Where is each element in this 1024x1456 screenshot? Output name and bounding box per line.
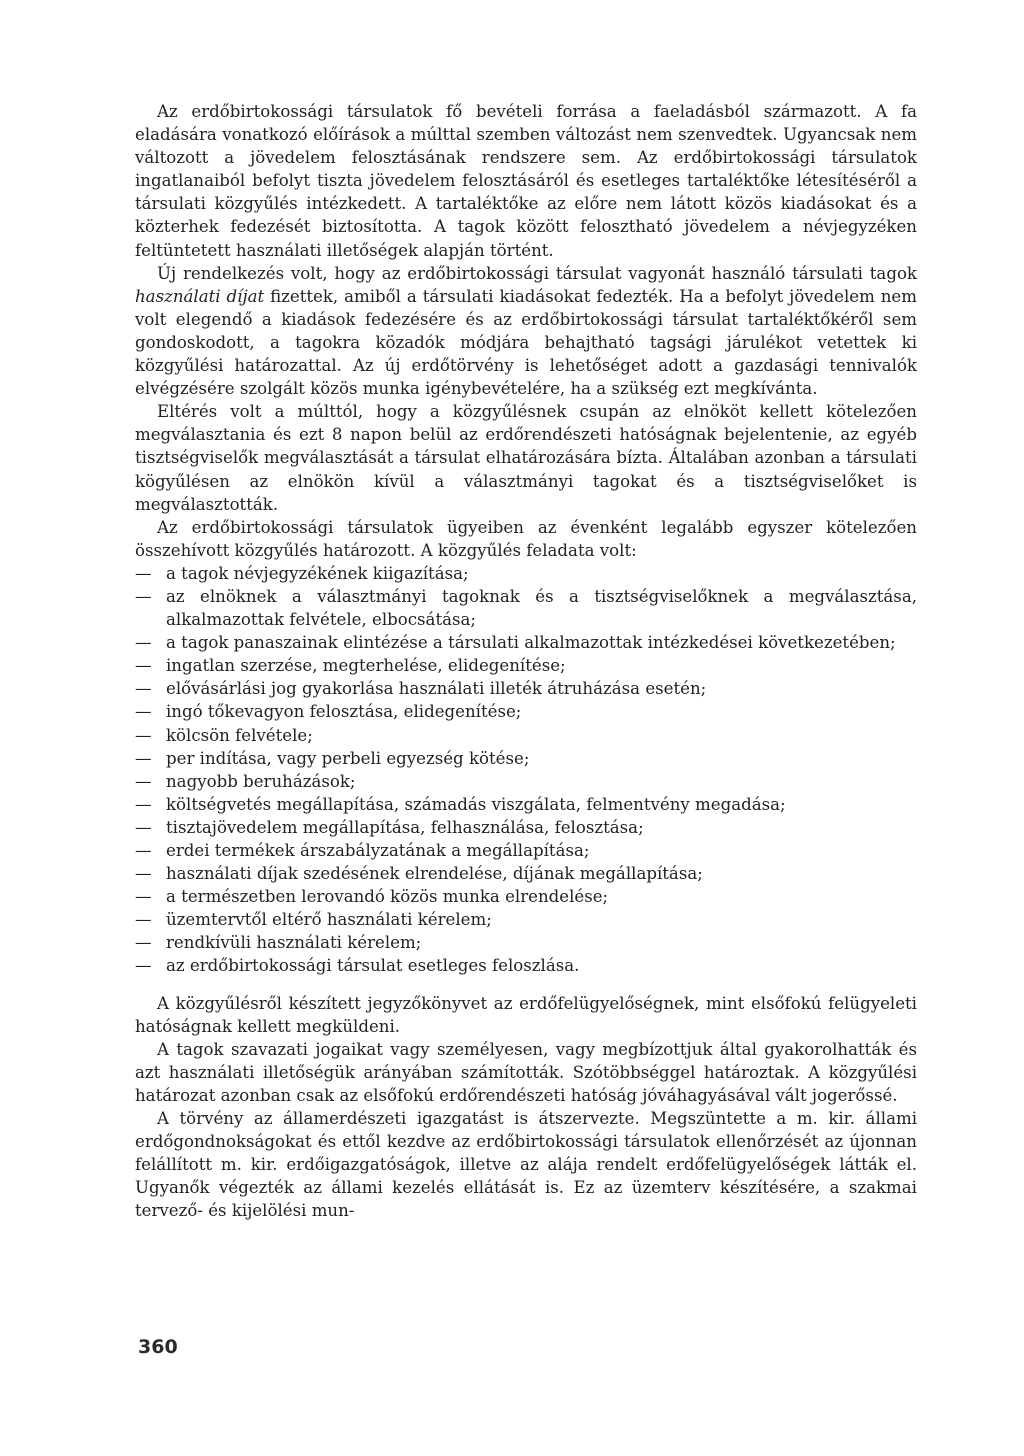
list-item: — tisztajövedelem megállapítása, felhasználása, felosztása; bbox=[135, 816, 917, 839]
list-item: — a természetben lerovandó közös munka elrendelése; bbox=[135, 885, 917, 908]
paragraph-minutes: A közgyűlésről készített jegyzőkönyvet az erdőfelügyelőségnek, mint elsőfokú felügyeleti hatóságnak kellett megküldeni. bbox=[135, 993, 917, 1036]
page-number: 360 bbox=[138, 1336, 178, 1358]
paragraph-voting: A tagok szavazati jogaikat vagy személyesen, vagy megbízottjuk által gyakorolhatták és azt használati illetőségük arányában számították. Szótöbbséggel határoztak. A közgyűlési határozat azonban csak az elsőfokú erdőrendészeti hatóság jóváhagyásával vált jogerőssé. bbox=[135, 1039, 917, 1105]
list-item: — ingó tőkevagyon felosztása, elidegenítése; bbox=[135, 700, 917, 723]
list-item: — erdei termékek árszabályzatának a megállapítása; bbox=[135, 839, 917, 862]
list-item: — kölcsön felvétele; bbox=[135, 724, 917, 747]
paragraph-reorganization: A törvény az államerdészeti igazgatást is átszervezte. Megszüntette a m. kir. állami erdőgondnokságokat és ettől kezdve az erdőbirtokossági társulatok ellenőrzését az újonnan felállított m. kir. erdőigazgatóságok, illetve az alája rendelt erdőfelügyelőségek látták el. Ugyanők végezték az állami kezelés ellátását is. Ez az üzemterv készítésére, a szakmai tervező- és kijelölési mun- bbox=[135, 1109, 917, 1221]
list-item: — ingatlan szerzése, megterhelése, elidegenítése; bbox=[135, 654, 917, 677]
list-item: — költségvetés megállapítása, számadás viszgálata, felmentvény megadása; bbox=[135, 793, 917, 816]
assembly-duties-list bbox=[135, 562, 917, 978]
paragraph-income: Az erdőbirtokossági társulatok fő bevételi forrása a faeladásból származott. A fa eladására vonatkozó előírások a múlttal szemben változást nem szenvedtek. Ugyancsak nem változott a jövedelem felosztásának rendszere sem. Az erdőbirtokossági társulatok ingatlanaiból befolyt tiszta jövedelem felosztásáról és esetleges tartaléktőke létesítéséről a társulati közgyűlés intézkedett. A tartaléktőke az előre nem látott közös kiadásokat és a közterhek fedezését biztosította. A tagok között felosztható jövedelem a névjegyzéken feltüntetett használati illetőségek alapján történt. bbox=[135, 102, 917, 260]
paragraph-usage-fees bbox=[135, 262, 917, 401]
list-item: — per indítása, vagy perbeli egyezség kötése; bbox=[135, 747, 917, 770]
list-item: — a tagok panaszainak elintézése a társulati alkalmazottak intézkedései következetében; bbox=[135, 631, 917, 654]
list-item: — az erdőbirtokossági társulat esetleges feloszlása. bbox=[135, 954, 917, 977]
list-item: — a tagok névjegyzékének kiigazítása; bbox=[135, 562, 917, 585]
italic-term: használati díjat bbox=[135, 286, 265, 306]
paragraph-usage-fees-start: Új rendelkezés volt, hogy az erdőbirtokossági társulat vagyonát használó társulati tagok bbox=[157, 263, 917, 283]
list-item: — üzemtervtől eltérő használati kérelem; bbox=[135, 908, 917, 931]
list-item: — nagyobb beruházások; bbox=[135, 770, 917, 793]
list-item: — az elnöknek a választmányi tagoknak és a tisztségviselőknek a megválasztása, alkalmazottak felvétele, elbocsátása; bbox=[135, 585, 917, 631]
list-item: — elővásárlási jog gyakorlása használati illeték átruházása esetén; bbox=[135, 677, 917, 700]
paragraph-election: Eltérés volt a múlttól, hogy a közgyűlésnek csupán az elnököt kellett kötelezően megválasztania és ezt 8 napon belül az erdőrendészeti hatóságnak bejelentenie, az egyéb tisztségviselők megválasztását a társulat elhatározására bízta. Általában azonban a társulati kögyűlésen az elnökön kívül a választmányi tagokat és a tisztségviselőket is megválasztották. bbox=[135, 402, 917, 514]
paragraph-general-assembly: Az erdőbirtokossági társulatok ügyeiben az évenként legalább egyszer kötelezően összehívott közgyűlés határozott. A közgyűlés feladata volt: bbox=[135, 517, 917, 560]
list-item: — használati díjak szedésének elrendelése, díjának megállapítása; bbox=[135, 862, 917, 885]
paragraph-usage-fees-end: fizettek, amiből a társulati kiadásokat fedezték. Ha a befolyt jövedelem nem volt elegendő a kiadások fedezésére és az erdőbirtokossági társulat tartaléktőkéről sem gondoskodott, a tagokra közadók módjára behajtható tagsági járulékot vetettek ki közgyűlési határozattal. Az új erdőtörvény is lehetőséget adott a gazdasági tennivalók elvégzésére szolgált közös munka igénybevételére, ha a szükség ezt megkívánta. bbox=[135, 286, 917, 399]
list-item: — rendkívüli használati kérelem; bbox=[135, 931, 917, 954]
page-body bbox=[135, 100, 917, 1223]
